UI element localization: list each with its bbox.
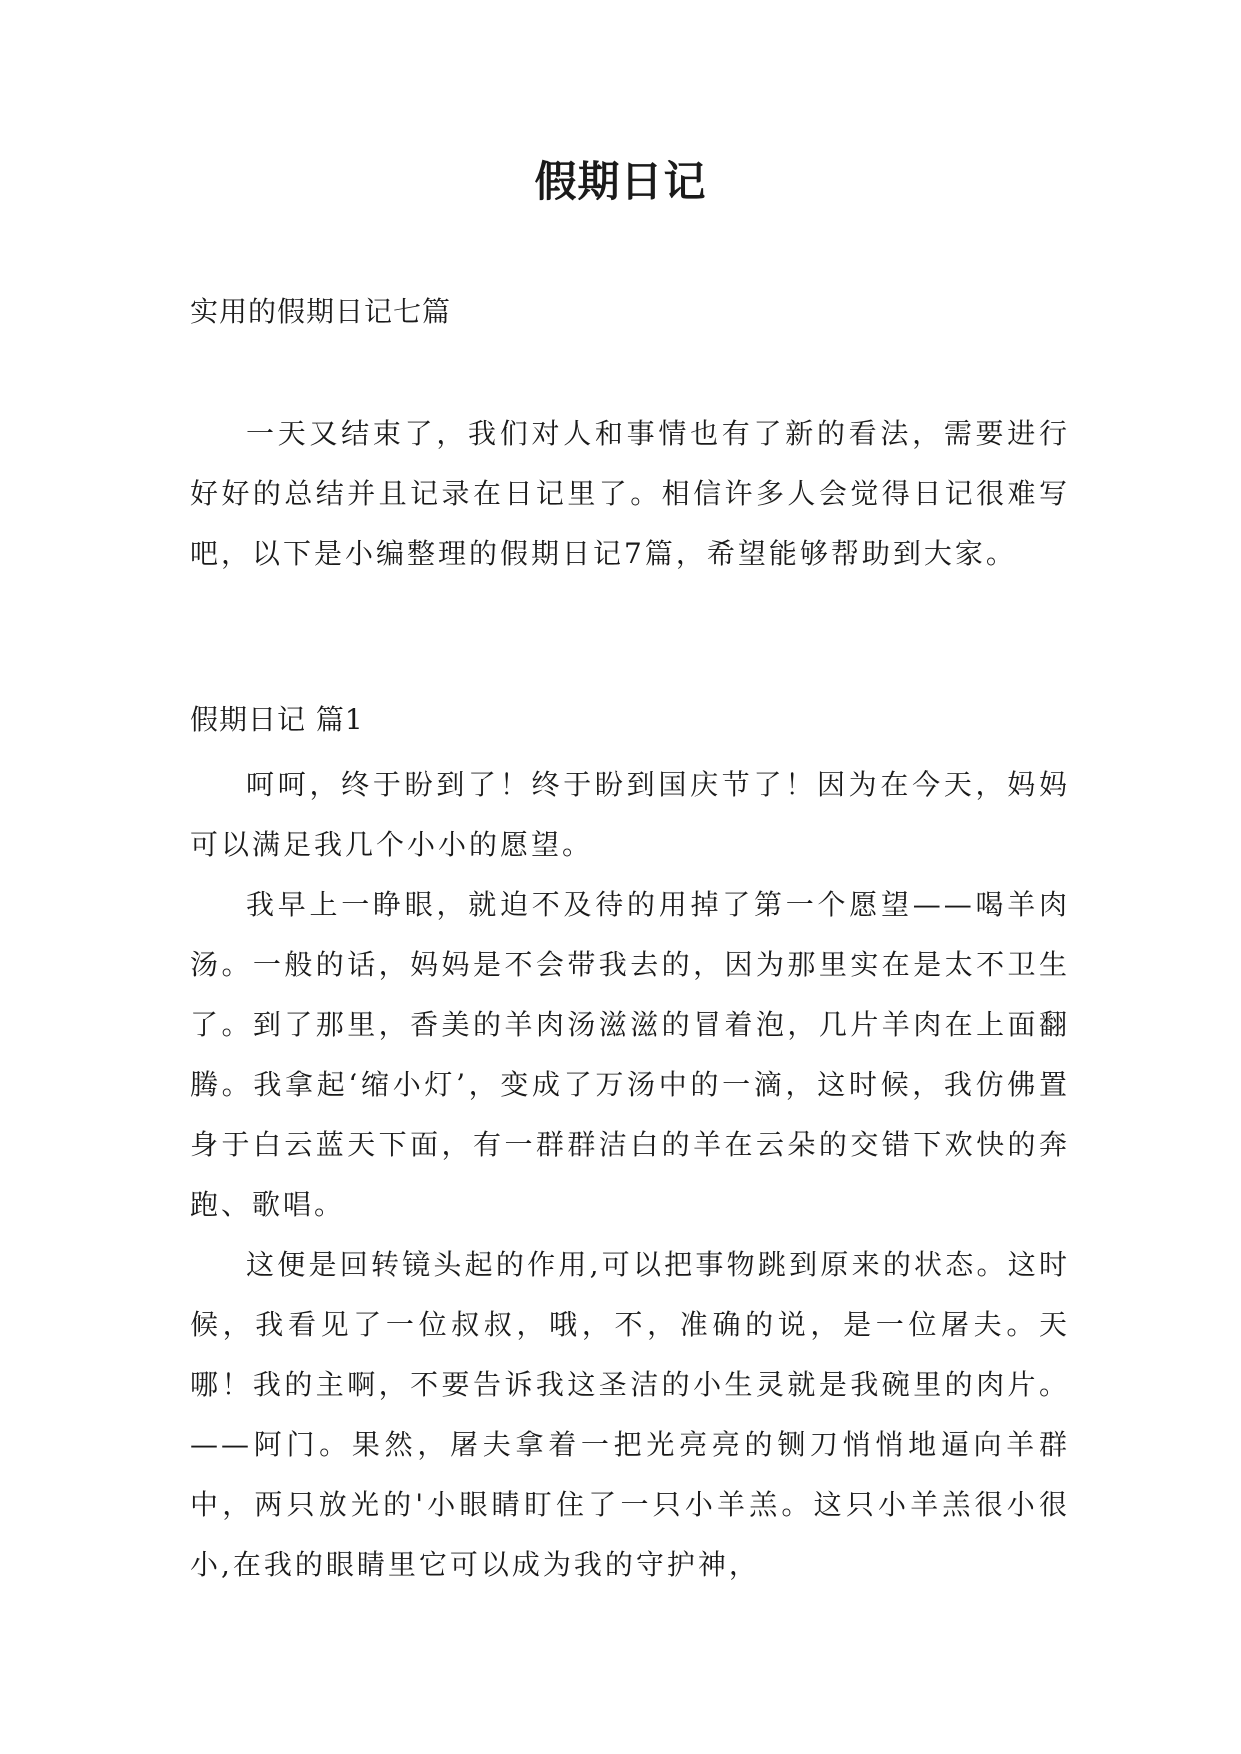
intro-block xyxy=(190,404,1070,584)
body-paragraph-3: 这便是回转镜头起的作用,可以把事物跳到原来的状态。这时候，我看见了一位叔叔，哦，不，准确的说，是一位屠夫。天哪！我的主啊，不要告诉我这圣洁的小生灵就是我碗里的肉片。——阿门。果然，屠夫拿着一把光亮亮的铡刀悄悄地逼向羊群中，两只放光的'小眼睛盯住了一只小羊羔。这只小羊羔很小很小,在我的眼睛里它可以成为我的守护神， xyxy=(190,1248,1070,1581)
intro-paragraph: 一天又结束了，我们对人和事情也有了新的看法，需要进行好好的总结并且记录在日记里了。相信许多人会觉得日记很难写吧，以下是小编整理的假期日记7篇，希望能够帮助到大家。 xyxy=(190,417,1070,570)
section-heading: 假期日记 篇1 xyxy=(190,703,364,736)
body-paragraph-2: 我早上一睁眼，就迫不及待的用掉了第一个愿望——喝羊肉汤。一般的话，妈妈是不会带我去的，因为那里实在是太不卫生了。到了那里，香美的羊肉汤滋滋的冒着泡，几片羊肉在上面翻腾。我拿起‘缩小灯’，变成了万汤中的一滴，这时候，我仿佛置身于白云蓝天下面，有一群群洁白的羊在云朵的交错下欢快的奔跑、歌唱。 xyxy=(190,888,1070,1221)
body-paragraph-1: 呵呵，终于盼到了！终于盼到国庆节了！因为在今天，妈妈可以满足我几个小小的愿望。 xyxy=(190,768,1070,861)
document-subtitle: 实用的假期日记七篇 xyxy=(190,295,452,328)
body-block xyxy=(190,755,1070,1595)
document-title: 假期日记 xyxy=(534,157,707,206)
